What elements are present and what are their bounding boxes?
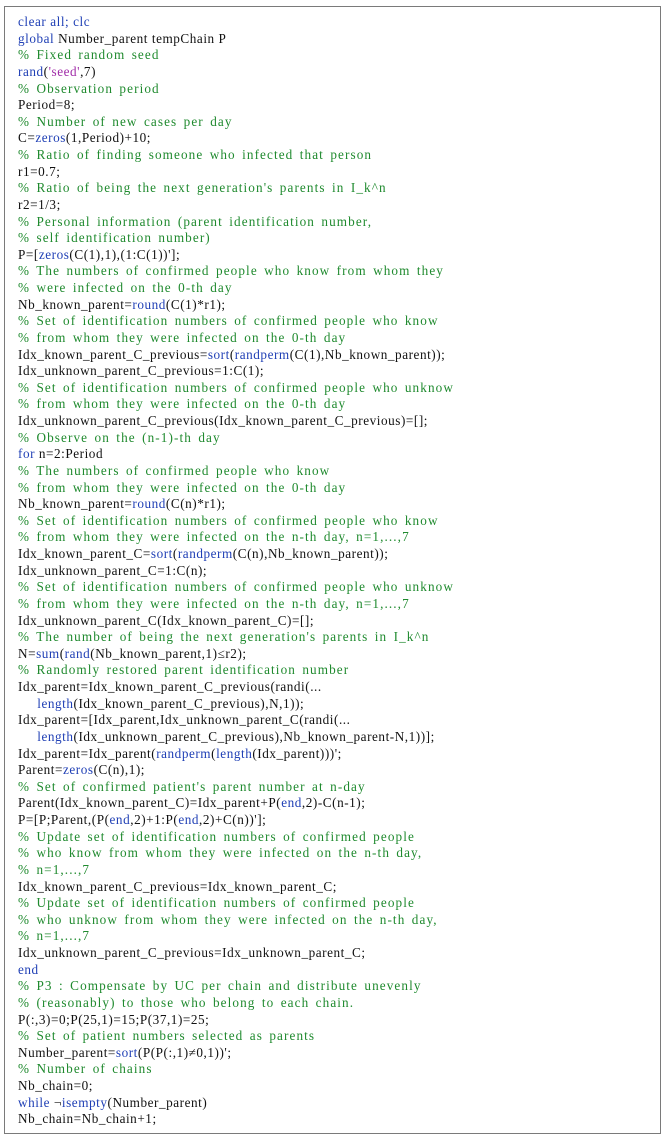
code-text — [18, 696, 37, 711]
code-function: rand — [64, 645, 91, 661]
code-line — [18, 779, 454, 796]
code-line — [18, 197, 454, 214]
code-line — [18, 529, 454, 546]
code-line — [18, 845, 454, 862]
code-text: Number_parent= — [18, 1044, 116, 1060]
code-comment: % who know from whom they were infected on the n-th day, — [18, 845, 423, 861]
code-function: round — [132, 496, 166, 512]
code-comment: % from whom they were infected on the n-th day, n=1,...,7 — [18, 529, 410, 545]
code-keyword: for — [18, 446, 36, 462]
code-line — [18, 347, 454, 364]
code-line — [18, 463, 454, 480]
code-text: C= — [18, 130, 36, 146]
code-comment: % The numbers of confirmed people who know from whom they — [18, 263, 444, 279]
code-line — [18, 629, 454, 646]
code-comment: % from whom they were infected on the n-th day, n=1,...,7 — [18, 595, 410, 611]
code-text: Nb_chain=0; — [18, 1078, 94, 1093]
code-line — [18, 746, 454, 763]
code-line — [18, 962, 454, 979]
code-text: N= — [18, 645, 37, 661]
code-line — [18, 613, 454, 630]
code-function: length — [37, 695, 74, 711]
code-line — [18, 1095, 454, 1112]
code-keyword: end — [109, 812, 131, 827]
code-text: Idx_known_parent_C_previous= — [18, 346, 208, 362]
code-line — [18, 1045, 454, 1062]
code-line — [18, 330, 454, 347]
code-comment: % Number of new cases per day — [18, 113, 233, 129]
code-text: ( — [59, 645, 65, 661]
code-line — [18, 712, 454, 729]
code-line — [18, 180, 454, 197]
code-line — [18, 380, 454, 397]
code-line — [18, 230, 454, 247]
code-line — [18, 1061, 454, 1078]
code-text — [18, 729, 37, 744]
code-line — [18, 280, 454, 297]
code-text: (C(1),Nb_known_parent)); — [289, 346, 446, 362]
code-function: length — [37, 728, 74, 744]
code-line — [18, 1078, 454, 1095]
code-function: isempty — [61, 1094, 108, 1110]
code-line — [18, 313, 454, 330]
code-line — [18, 1111, 454, 1128]
code-line — [18, 513, 454, 530]
code-line — [18, 31, 454, 48]
code-line — [18, 928, 454, 945]
code-function: zeros — [35, 130, 66, 146]
code-line — [18, 97, 454, 114]
code-line — [18, 496, 454, 513]
code-line — [18, 263, 454, 280]
code-comment: % (reasonably) to those who belong to each chain. — [18, 994, 355, 1010]
code-line — [18, 563, 454, 580]
code-comment: % Personal information (parent identification number, — [18, 213, 373, 229]
code-text: P=[P;Parent,(P( — [18, 812, 110, 827]
code-line — [18, 114, 454, 131]
code-line — [18, 164, 454, 181]
code-text: Parent= — [18, 762, 63, 778]
code-text: Idx_unknown_parent_C(Idx_known_parent_C)=[]; — [18, 612, 315, 628]
code-line — [18, 363, 454, 380]
code-text: ( — [172, 546, 178, 561]
code-text: Nb_known_parent= — [18, 496, 133, 512]
code-text: (C(n),Nb_known_parent)); — [232, 546, 389, 561]
code-string: 'seed' — [48, 63, 81, 79]
code-comment: % Set of patient numbers selected as parents — [18, 1028, 316, 1044]
code-text: ,2)-C(n-1); — [301, 795, 366, 811]
code-line — [18, 81, 454, 98]
code-text: Idx_known_parent_C= — [18, 546, 151, 561]
code-line — [18, 1012, 454, 1029]
code-function: round — [132, 296, 166, 312]
code-text: (Number_parent) — [107, 1094, 208, 1110]
code-text: Number_parent tempChain P — [54, 30, 227, 46]
code-text: (Nb_known_parent,1)≤r2); — [90, 645, 247, 661]
code-text: Idx_unknown_parent_C_previous=Idx_unknown_parent_C; — [18, 945, 366, 960]
code-text: r2=1/3; — [18, 196, 61, 212]
code-comment: % from whom they were infected on the 0-th day — [18, 479, 347, 495]
code-text: (P(P(:,1)≠0,1))'; — [137, 1044, 232, 1060]
code-line — [18, 546, 454, 563]
code-text: (Idx_parent)))'; — [252, 745, 342, 761]
code-comment: % The number of being the next generation's parents in I_k^n — [18, 629, 430, 645]
code-text: r1=0.7; — [18, 163, 61, 179]
code-line — [18, 446, 454, 463]
code-text: P(:,3)=0;P(25,1)=15;P(37,1)=25; — [18, 1011, 210, 1027]
code-function: sort — [207, 346, 230, 362]
code-text: Nb_known_parent= — [18, 296, 133, 312]
code-line — [18, 214, 454, 231]
code-comment: % Set of identification numbers of confirmed people who know — [18, 313, 439, 329]
code-text: Idx_parent=Idx_parent( — [18, 745, 157, 761]
code-comment: % who unknow from whom they were infected on the n-th day, — [18, 911, 438, 927]
code-line — [18, 895, 454, 912]
code-line — [18, 912, 454, 929]
code-text: (C(n)*r1); — [165, 496, 226, 512]
code-text: (Idx_known_parent_C_previous),N,1)); — [73, 695, 305, 711]
code-line — [18, 762, 454, 779]
code-comment: % were infected on the 0-th day — [18, 280, 233, 295]
code-text: ¬ — [50, 1094, 62, 1110]
code-text: Idx_unknown_parent_C_previous=1:C(1); — [18, 363, 265, 379]
code-function: sort — [115, 1044, 138, 1060]
code-comment: % from whom they were infected on the 0-th day — [18, 329, 347, 345]
code-text: ( — [43, 63, 49, 79]
code-listing-frame — [4, 6, 661, 1134]
code-line — [18, 47, 454, 64]
code-line — [18, 14, 454, 31]
code-line — [18, 147, 454, 164]
code-text: Idx_parent=[Idx_parent,Idx_unknown_parent_C(randi(... — [18, 712, 351, 728]
code-function: rand — [18, 63, 44, 79]
code-line — [18, 696, 454, 713]
code-keyword: while — [18, 1094, 51, 1110]
code-comment: % Update set of identification numbers of confirmed people — [18, 895, 415, 911]
code-line — [18, 995, 454, 1012]
code-line — [18, 579, 454, 596]
code-function: sum — [36, 645, 60, 661]
code-line — [18, 64, 454, 81]
code-line — [18, 945, 454, 962]
code-comment: % Set of identification numbers of confirmed people who unknow — [18, 579, 454, 595]
code-comment: % from whom they were infected on the 0-th day — [18, 396, 347, 412]
code-keyword: global — [18, 30, 55, 46]
code-line — [18, 480, 454, 497]
code-line — [18, 130, 454, 147]
code-text: ,2)+C(n))']; — [199, 812, 267, 827]
code-keyword: end — [281, 795, 302, 811]
code-text: Idx_parent=Idx_known_parent_C_previous(randi(... — [18, 679, 322, 694]
code-text: Period=8; — [18, 97, 76, 113]
code-text: Idx_unknown_parent_C=1:C(n); — [18, 562, 208, 578]
code-text: (C(1),1),(1:C(1))']; — [69, 246, 181, 262]
code-comment: % P3 : Compensate by UC per chain and distribute unevenly — [18, 978, 422, 994]
code-line — [18, 812, 454, 829]
code-text: (C(1)*r1); — [165, 296, 226, 312]
code-function: randperm — [234, 346, 290, 362]
code-comment: % The numbers of confirmed people who know — [18, 462, 331, 478]
code-text: n=2:Period — [35, 446, 104, 462]
code-text: (1,Period)+10; — [65, 130, 152, 146]
code-comment: % Set of identification numbers of confirmed people who know — [18, 512, 439, 528]
code-comment: % Fixed random seed — [18, 47, 160, 63]
code-line — [18, 646, 454, 663]
code-comment: % Ratio of being the next generation's parents in I_k^n — [18, 180, 387, 196]
code-comment: % Randomly restored parent identification number — [18, 662, 350, 678]
code-comment: % self identification number) — [18, 230, 211, 246]
code-keyword: end — [18, 961, 39, 977]
code-line — [18, 1028, 454, 1045]
code-comment: % Update set of identification numbers of confirmed people — [18, 828, 415, 844]
code-line — [18, 430, 454, 447]
code-line — [18, 729, 454, 746]
code-function: randperm — [156, 745, 212, 761]
code-text: ( — [229, 346, 235, 362]
code-comment: % Ratio of finding someone who infected that person — [18, 147, 373, 162]
code-keyword: end — [178, 812, 200, 827]
code-line — [18, 662, 454, 679]
code-text: (C(n),1); — [93, 762, 146, 778]
code-function: zeros — [62, 762, 94, 778]
code-comment: % Set of confirmed patient's parent number at n-day — [18, 778, 366, 794]
code-text: ,2)+1:P( — [130, 812, 179, 827]
code-function: sort — [150, 546, 173, 561]
code-text: ,7) — [80, 63, 97, 79]
code-line — [18, 978, 454, 995]
code-function: length — [216, 745, 253, 761]
code-line — [18, 396, 454, 413]
code-line — [18, 247, 454, 264]
code-text: ( — [211, 745, 217, 761]
code-function: randperm — [177, 546, 233, 561]
code-comment: % Observe on the (n-1)-th day — [18, 429, 221, 445]
code-text: Idx_unknown_parent_C_previous(Idx_known_parent_C_previous)=[]; — [18, 413, 428, 428]
code-line — [18, 679, 454, 696]
code-comment: % n=1,...,7 — [18, 861, 91, 877]
code-line — [18, 862, 454, 879]
code-line — [18, 297, 454, 314]
code-comment: % Set of identification numbers of confirmed people who unknow — [18, 379, 454, 395]
code-text: Parent(Idx_known_parent_C)=Idx_parent+P( — [18, 795, 282, 811]
code-line — [18, 413, 454, 430]
code-text: Idx_known_parent_C_previous=Idx_known_parent_C; — [18, 878, 337, 894]
code-line — [18, 879, 454, 896]
code-listing — [18, 14, 454, 1128]
code-text: Nb_chain=Nb_chain+1; — [18, 1111, 157, 1127]
code-comment: % Number of chains — [18, 1061, 153, 1077]
code-line — [18, 829, 454, 846]
code-text: P=[ — [18, 246, 39, 262]
code-comment: % Observation period — [18, 80, 160, 96]
code-line — [18, 795, 454, 812]
code-keyword: clear all; clc — [18, 14, 91, 29]
code-line — [18, 596, 454, 613]
code-function: zeros — [38, 246, 70, 262]
code-text: (Idx_unknown_parent_C_previous),Nb_known_parent-N,1))]; — [73, 728, 435, 744]
code-comment: % n=1,...,7 — [18, 928, 91, 944]
